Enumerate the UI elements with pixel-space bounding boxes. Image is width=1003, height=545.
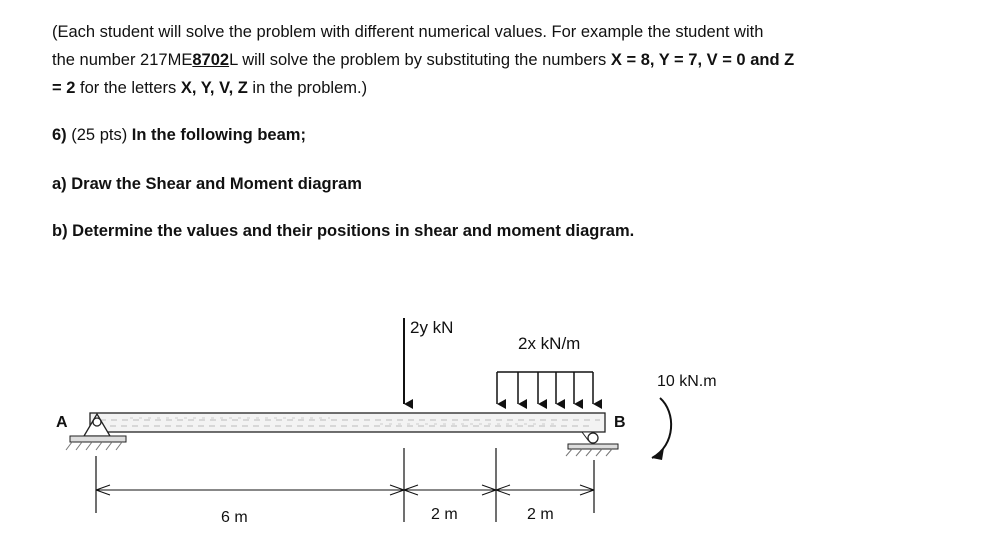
roller-support-b xyxy=(566,432,618,456)
dimension-label-3: 2 m xyxy=(527,506,554,523)
intro-line-3-end: in the problem.) xyxy=(247,79,368,97)
intro-line-2-prefix: the number 217ME xyxy=(52,51,193,69)
distributed-load xyxy=(497,372,593,404)
part-b: b) Determine the values and their positions in shear and moment diagram. xyxy=(52,222,635,240)
variable-z-value: = 2 xyxy=(52,79,76,97)
dimension-label-2: 2 m xyxy=(431,506,458,523)
dimension-label-1: 6 m xyxy=(221,509,248,526)
distributed-load-label: 2x kN/m xyxy=(518,334,581,353)
dimension-lines xyxy=(96,448,594,522)
part-a: a) Draw the Shear and Moment diagram xyxy=(52,175,362,193)
variable-values: X = 8, Y = 7, V = 0 and Z xyxy=(610,51,795,69)
intro-line-3-mid: for the letters xyxy=(75,79,181,97)
moment-label: 10 kN.m xyxy=(657,373,717,390)
intro-line-1-text: (Each student will solve the problem with different numerical values. For example the student with xyxy=(52,23,764,41)
support-b-label: B xyxy=(614,414,626,431)
point-load-label: 2y kN xyxy=(410,318,454,337)
question-number: 6) xyxy=(52,126,67,144)
student-id-digits: 8702 xyxy=(192,51,230,69)
intro-line-2-mid: L will solve the problem by substituting the numbers xyxy=(229,51,611,69)
support-a-label: A xyxy=(56,414,68,431)
variable-letters: X, Y, V, Z xyxy=(180,79,248,97)
question-points: (25 pts) xyxy=(66,126,132,144)
question-prompt: In the following beam; xyxy=(131,126,306,144)
beam xyxy=(90,413,605,432)
moment-arrow xyxy=(652,398,671,460)
